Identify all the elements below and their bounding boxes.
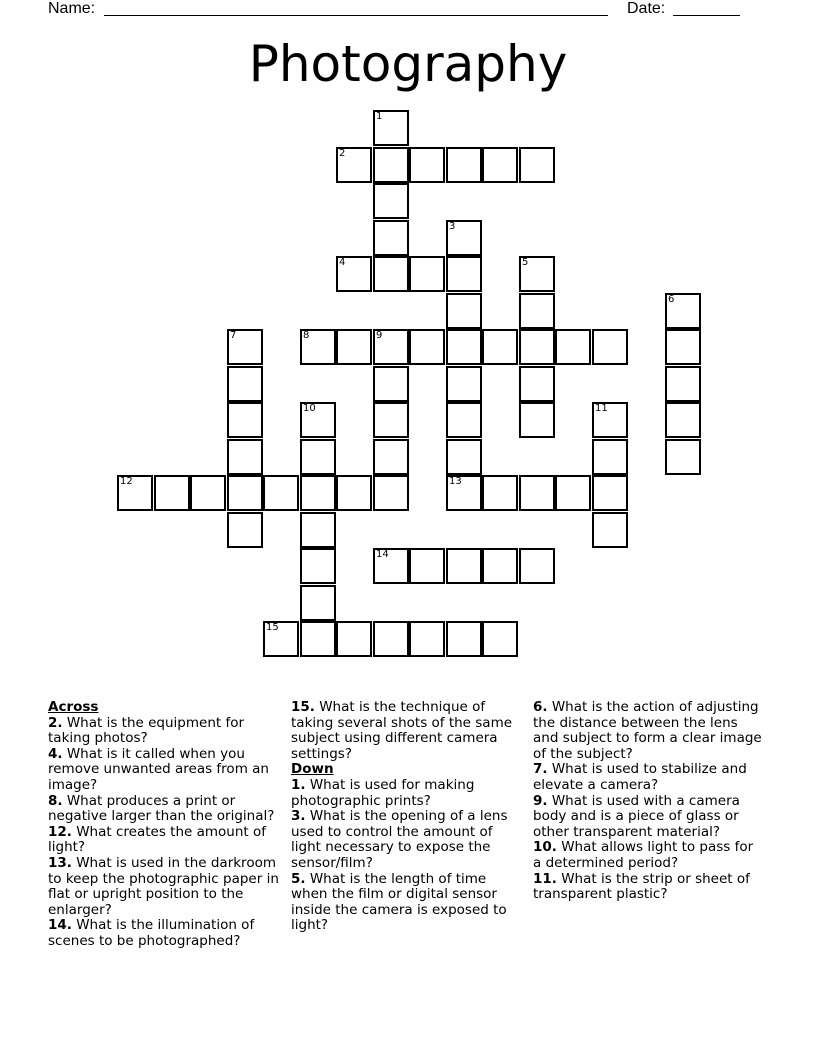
grid-cell[interactable] — [300, 548, 336, 584]
grid-cell[interactable] — [555, 475, 591, 511]
clue-item-number: 1. — [291, 776, 306, 793]
clue-item-number: 4. — [48, 745, 63, 762]
clue-item-text: What produces a print or negative larger than the original? — [48, 792, 275, 825]
grid-cell[interactable] — [665, 329, 701, 365]
grid-cell[interactable] — [373, 220, 409, 256]
clue-item — [533, 872, 765, 903]
clue-item — [48, 856, 280, 918]
clue-number: 9 — [376, 330, 383, 341]
grid-cell[interactable] — [263, 621, 299, 657]
grid-cell[interactable] — [592, 512, 628, 548]
clue-item-number: 9. — [533, 792, 548, 809]
clue-item-text: What is the strip or sheet of transparent plastic? — [533, 870, 750, 903]
grid-cell[interactable] — [300, 475, 336, 511]
grid-cell[interactable] — [446, 402, 482, 438]
grid-cell[interactable] — [373, 475, 409, 511]
clue-item — [291, 872, 523, 934]
grid-cell[interactable] — [665, 366, 701, 402]
grid-cell[interactable] — [373, 183, 409, 219]
grid-cell[interactable] — [227, 512, 263, 548]
grid-cell[interactable] — [519, 548, 555, 584]
grid-cell[interactable] — [592, 329, 628, 365]
clue-item-text: What is the opening of a lens used to control the amount of light necessary to expose the sensor/film? — [291, 808, 508, 871]
clue-item — [533, 840, 765, 871]
clue-number: 7 — [230, 330, 237, 341]
grid-cell[interactable] — [446, 220, 482, 256]
grid-cell[interactable] — [300, 585, 336, 621]
grid-cell[interactable] — [519, 256, 555, 292]
clue-item — [48, 794, 280, 825]
clue-item-number: 5. — [291, 870, 306, 887]
grid-cell[interactable] — [446, 439, 482, 475]
clue-number: 3 — [449, 221, 456, 232]
grid-cell[interactable] — [227, 329, 263, 365]
grid-cell[interactable] — [446, 329, 482, 365]
clues-column-2 — [291, 700, 523, 934]
clue-item-number: 15. — [291, 699, 315, 715]
grid-cell[interactable] — [555, 329, 591, 365]
grid-cell[interactable] — [373, 439, 409, 475]
clue-number: 8 — [303, 330, 310, 341]
clue-item — [291, 700, 523, 762]
clue-item-text: What is used to stabilize and elevate a camera? — [533, 761, 747, 793]
grid-cell[interactable] — [117, 475, 153, 511]
clue-number: 14 — [376, 549, 389, 560]
grid-cell[interactable] — [446, 475, 482, 511]
clue-item — [533, 700, 765, 762]
clue-item — [291, 778, 523, 809]
grid-cell[interactable] — [665, 439, 701, 475]
clues-column-1 — [48, 700, 280, 950]
across-heading: Across — [48, 699, 99, 715]
grid-cell[interactable] — [227, 366, 263, 402]
grid-cell[interactable] — [409, 256, 445, 292]
grid-cell[interactable] — [336, 256, 372, 292]
grid-cell[interactable] — [336, 329, 372, 365]
grid-cell[interactable] — [154, 475, 190, 511]
grid-cell[interactable] — [665, 293, 701, 329]
grid-cell[interactable] — [373, 548, 409, 584]
grid-cell[interactable] — [336, 147, 372, 183]
clue-number: 12 — [120, 476, 133, 487]
clue-item-text: What is used with a camera body and is a piece of glass or other transparent material? — [533, 792, 740, 840]
grid-cell[interactable] — [519, 366, 555, 402]
clue-item-number: 10. — [533, 839, 557, 856]
clue-item-text: What allows light to pass for a determined period? — [533, 839, 754, 871]
clue-number: 4 — [339, 257, 346, 268]
grid-cell[interactable] — [519, 475, 555, 511]
clue-item — [533, 762, 765, 793]
clue-item-text: What is the action of adjusting the distance between the lens and subject to form a clear image of the subject? — [533, 699, 762, 762]
clue-item-text: What is the equipment for taking photos? — [48, 714, 245, 747]
grid-cell[interactable] — [409, 147, 445, 183]
grid-cell[interactable] — [373, 110, 409, 146]
grid-cell[interactable] — [592, 402, 628, 438]
grid-cell[interactable] — [482, 548, 518, 584]
clue-number: 11 — [595, 403, 608, 414]
clue-item-number: 2. — [48, 714, 63, 731]
clue-item-number: 14. — [48, 917, 72, 934]
grid-cell[interactable] — [446, 621, 482, 657]
grid-cell[interactable] — [373, 402, 409, 438]
clue-number: 15 — [266, 622, 279, 633]
clue-item-number: 3. — [291, 808, 306, 825]
grid-cell[interactable] — [409, 548, 445, 584]
clue-item — [48, 747, 280, 794]
grid-cell[interactable] — [446, 293, 482, 329]
grid-cell[interactable] — [519, 329, 555, 365]
clue-item-text: What is the length of time when the film or digital sensor inside the camera is exposed to light? — [291, 870, 507, 934]
clue-item-text: What creates the amount of light? — [48, 823, 266, 856]
grid-cell[interactable] — [373, 621, 409, 657]
clue-item-number: 6. — [533, 699, 548, 715]
clue-item — [48, 716, 280, 747]
grid-cell[interactable] — [263, 475, 299, 511]
grid-cell[interactable] — [446, 366, 482, 402]
clue-item-text: What is used for making photographic prints? — [291, 776, 475, 809]
grid-cell[interactable] — [446, 548, 482, 584]
grid-cell[interactable] — [373, 366, 409, 402]
grid-cell[interactable] — [446, 256, 482, 292]
grid-cell[interactable] — [482, 329, 518, 365]
down-heading: Down — [291, 761, 334, 778]
clue-item-number: 12. — [48, 823, 72, 840]
grid-cell[interactable] — [665, 402, 701, 438]
clue-item-text: What is it called when you remove unwanted areas from an image? — [48, 745, 269, 793]
clue-item — [533, 794, 765, 841]
grid-cell[interactable] — [373, 256, 409, 292]
grid-cell[interactable] — [300, 329, 336, 365]
clue-number: 13 — [449, 476, 462, 487]
clue-number: 10 — [303, 403, 316, 414]
clue-item — [48, 918, 280, 949]
clue-item-text: What is used in the darkroom to keep the photographic paper in flat or upright position to the enlarger? — [48, 854, 279, 918]
grid-cell[interactable] — [519, 402, 555, 438]
grid-cell[interactable] — [482, 147, 518, 183]
grid-cell[interactable] — [227, 475, 263, 511]
grid-cell[interactable] — [300, 621, 336, 657]
clue-number: 6 — [668, 294, 675, 305]
date-label: Date: — [627, 0, 666, 17]
grid-cell[interactable] — [482, 475, 518, 511]
clue-item-number: 7. — [533, 761, 548, 778]
grid-cell[interactable] — [227, 402, 263, 438]
grid-cell[interactable] — [519, 293, 555, 329]
name-label: Name: — [48, 0, 96, 17]
grid-cell[interactable] — [336, 475, 372, 511]
grid-cell[interactable] — [446, 147, 482, 183]
grid-cell[interactable] — [300, 402, 336, 438]
clues-column-3 — [533, 700, 765, 903]
clue-number: 5 — [522, 257, 529, 268]
grid-cell[interactable] — [409, 329, 445, 365]
grid-cell[interactable] — [519, 147, 555, 183]
clue-number: 1 — [376, 111, 383, 122]
clue-item-number: 8. — [48, 792, 63, 809]
clue-number: 2 — [339, 148, 346, 159]
clue-item-text: What is the illumination of scenes to be photographed? — [48, 917, 255, 949]
grid-cell[interactable] — [373, 329, 409, 365]
clue-item-text: What is the technique of taking several shots of the same subject using different camera settings? — [291, 699, 513, 762]
grid-cell[interactable] — [482, 621, 518, 657]
grid-cell[interactable] — [592, 439, 628, 475]
grid-cell[interactable] — [300, 439, 336, 475]
grid-cell[interactable] — [190, 475, 226, 511]
grid-cell[interactable] — [592, 475, 628, 511]
grid-cell[interactable] — [336, 621, 372, 657]
grid-cell[interactable] — [300, 512, 336, 548]
page-title: Photography — [248, 35, 568, 93]
clue-item — [291, 809, 523, 871]
clue-item-number: 11. — [533, 870, 557, 887]
clue-item-number: 13. — [48, 854, 72, 871]
grid-cell[interactable] — [227, 439, 263, 475]
grid-cell[interactable] — [409, 621, 445, 657]
clue-item — [48, 825, 280, 856]
grid-cell[interactable] — [373, 147, 409, 183]
